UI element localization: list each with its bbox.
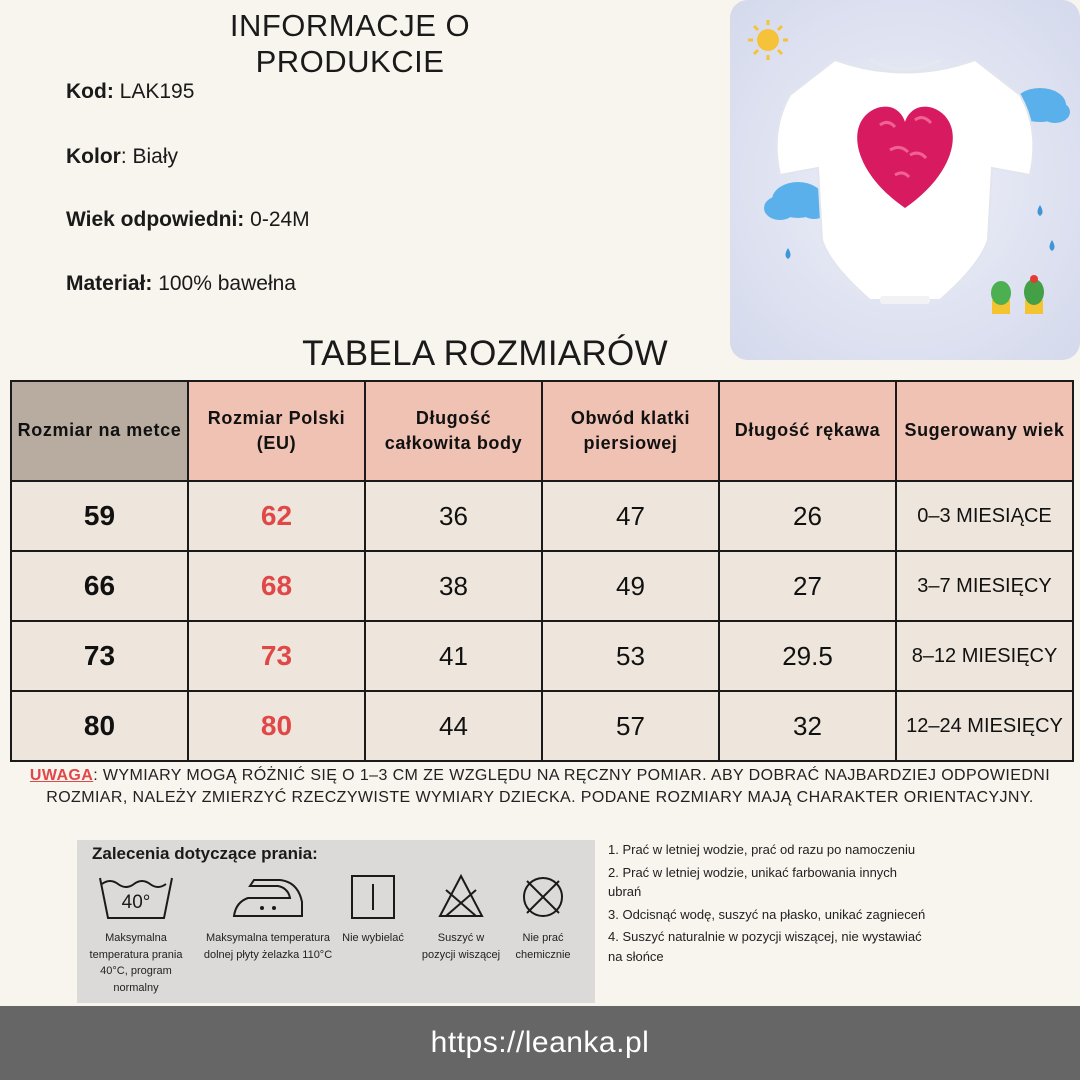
- color-value: : Biały: [120, 145, 179, 168]
- size-table-title: TABELA ROZMIARÓW: [302, 334, 668, 373]
- product-code-line: [66, 80, 194, 104]
- care-title: Zalecenia dotyczące prania:: [92, 844, 318, 863]
- cell-total-length: 36: [365, 481, 542, 551]
- cell-tag-size: 66: [11, 551, 188, 621]
- care-caption: Nie prać chemicznie: [515, 932, 571, 961]
- cell-chest: 53: [542, 621, 719, 691]
- cell-polish-size: 62: [188, 481, 365, 551]
- header-suggested-age: Sugerowany wiek: [896, 381, 1073, 481]
- header-tag-size: Rozmiar na metce: [11, 381, 188, 481]
- header-sleeve-length: Długość rękawa: [719, 381, 896, 481]
- cell-sleeve-length: 32: [719, 691, 896, 761]
- line-dry-icon: [436, 872, 486, 922]
- material-value: 100% bawełna: [152, 272, 296, 295]
- warning-text: : WYMIARY MOGĄ RÓŻNIĆ SIĘ O 1–3 CM ZE WZGLĘDU NA RĘCZNY POMIAR. ABY DOBRAĆ NAJBARDZIEJ ODPOWIEDNI ROZMIAR, NALEŻY ZMIERZYĆ RZECZYWISTE WYMIARY DZIECKA. PODANE ROZMIARY MAJĄ CHARAKTER ORIENTACYJNY.: [46, 767, 1051, 807]
- care-item-dry: [421, 872, 501, 963]
- cell-total-length: 41: [365, 621, 542, 691]
- no-bleach-icon: [348, 872, 398, 922]
- cell-polish-size: 68: [188, 551, 365, 621]
- care-caption: Maksymalna temperatura prania 40°C, program normalny: [89, 932, 183, 994]
- care-item-wash: [77, 872, 195, 996]
- care-instructions-box: [77, 840, 595, 1003]
- list-item: 1. Prać w letniej wodzie, prać od razu po namoczeniu: [608, 842, 916, 857]
- product-material-line: [66, 272, 296, 296]
- size-table: [10, 380, 1074, 762]
- wash-40-icon: [96, 872, 176, 922]
- table-row: [11, 621, 1073, 691]
- care-caption: Nie wybielać: [342, 932, 404, 944]
- measurement-warning: [4, 765, 1076, 810]
- website-link[interactable]: https://leanka.pl: [430, 1026, 650, 1059]
- cell-tag-size: 80: [11, 691, 188, 761]
- table-header-row: [11, 381, 1073, 481]
- list-item: 2. Prać w letniej wodzie, unikać farbowania innych ubrań: [608, 864, 898, 899]
- washing-instructions-list: [608, 840, 928, 969]
- cell-total-length: 38: [365, 551, 542, 621]
- cell-chest: 47: [542, 481, 719, 551]
- cell-polish-size: 73: [188, 621, 365, 691]
- list-item: 4. Suszyć naturalnie w pozycji wiszącej, nie wystawiać na słońce: [608, 929, 922, 964]
- list-item: 3. Odcisnąć wodę, suszyć na płasko, unikać zagnieceń: [608, 906, 926, 922]
- care-caption: Maksymalna temperatura dolnej płyty żelazka 110°C: [203, 932, 333, 961]
- cell-suggested-age: 12–24 MIESIĘCY: [896, 691, 1073, 761]
- cell-sleeve-length: 29.5: [719, 621, 896, 691]
- care-item-bleach: [333, 872, 413, 947]
- header-total-length: Długość całkowita body: [365, 381, 542, 481]
- iron-110-icon: [228, 872, 308, 922]
- care-caption: Suszyć w pozycji wiszącej: [421, 932, 501, 961]
- age-value: 0-24M: [244, 208, 310, 231]
- header-chest: Obwód klatki piersiowej: [542, 381, 719, 481]
- age-label: Wiek odpowiedni:: [66, 208, 245, 231]
- table-row: [11, 551, 1073, 621]
- no-dry-clean-icon: [518, 872, 568, 922]
- care-item-dry-clean: [503, 872, 583, 963]
- cell-suggested-age: 3–7 MIESIĘCY: [896, 551, 1073, 621]
- color-label: Kolor: [66, 145, 121, 168]
- product-color-line: [66, 145, 178, 169]
- cell-suggested-age: 0–3 MIESIĄCE: [896, 481, 1073, 551]
- table-row: [11, 481, 1073, 551]
- cell-chest: 49: [542, 551, 719, 621]
- cell-tag-size: 59: [11, 481, 188, 551]
- cell-tag-size: 73: [11, 621, 188, 691]
- care-item-iron: [203, 872, 333, 963]
- cell-sleeve-length: 26: [719, 481, 896, 551]
- footer-bar: [0, 1006, 1080, 1080]
- cell-chest: 57: [542, 691, 719, 761]
- header-polish-size: Rozmiar Polski (EU): [188, 381, 365, 481]
- info-title: INFORMACJE O PRODUKCIE: [229, 8, 471, 79]
- code-label: Kod:: [66, 80, 114, 103]
- cell-total-length: 44: [365, 691, 542, 761]
- cell-suggested-age: 8–12 MIESIĘCY: [896, 621, 1073, 691]
- warning-label: UWAGA: [29, 767, 94, 784]
- wash-temperature-symbol: 40°: [121, 892, 151, 913]
- material-label: Materiał:: [66, 272, 153, 295]
- product-age-line: [66, 208, 310, 232]
- cell-polish-size: 80: [188, 691, 365, 761]
- product-photo: [730, 0, 1080, 360]
- code-value: LAK195: [113, 80, 195, 103]
- table-row: [11, 691, 1073, 761]
- baby-bodysuit-illustration: [730, 0, 1080, 360]
- cell-sleeve-length: 27: [719, 551, 896, 621]
